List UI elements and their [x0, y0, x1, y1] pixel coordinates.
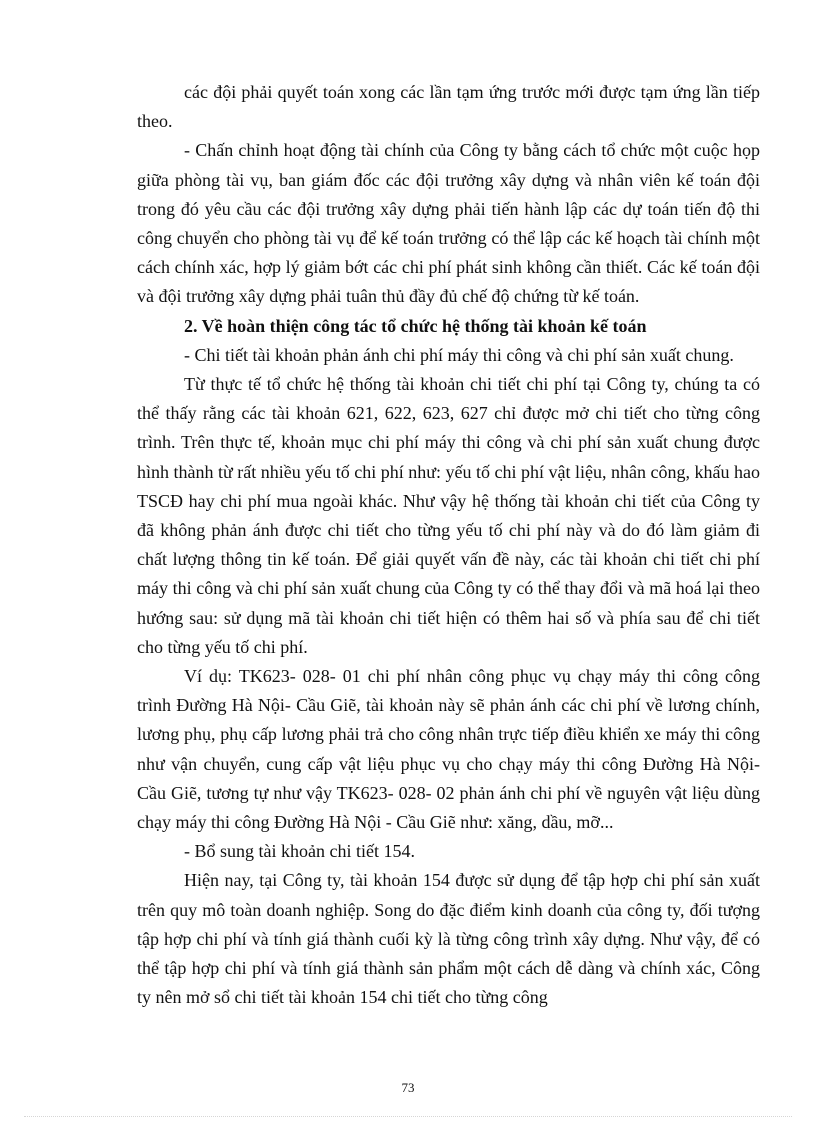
page-bottom-divider — [24, 1116, 792, 1117]
paragraph-detail-accounts: - Chi tiết tài khoản phản ánh chi phí máy thi công và chi phí sản xuất chung. — [184, 344, 734, 365]
paragraph-supplement-154: - Bổ sung tài khoản chi tiết 154. — [184, 841, 415, 862]
paragraph-financial-adjustment: - Chấn chỉnh hoạt động tài chính của Công ty bằng cách tổ chức một cuộc họp giữa phòng tài vụ, ban giám đốc các đội trưởng xây dựng và nhân viên kế toán đội trong đó yêu cầu các đội trưởng xây dựng phải tiến hành lập các dự toán tiến độ thi công chuyển cho phòng tài vụ để kế toán trưởng có thể lập các kế hoạch tài chính một cách chính xác, hợp lý giảm bớt các chi phí phát sinh không cần thiết. Các kế toán đội và đội trưởng xây dựng phải tuân thủ đầy đủ chế độ chứng từ kế toán. — [137, 140, 760, 307]
paragraph-account-system: Từ thực tế tổ chức hệ thống tài khoản chi tiết chi phí tại Công ty, chúng ta có thể thấy rằng các tài khoản 621, 622, 623, 627 chỉ được mở chi tiết cho từng công trình. Trên thực tế, khoản mục chi phí máy thi công và chi phí sản xuất chung được hình thành từ rất nhiều yếu tố chi phí như: yếu tố chi phí vật liệu, nhân công, khấu hao TSCĐ hay chi phí mua ngoài khác. Như vậy hệ thống tài khoản chi tiết của Công ty đã không phản ánh được chi tiết cho từng yếu tố chi phí này và do đó làm giảm đi chất lượng thông tin kế toán. Để giải quyết vấn đề này, các tài khoản chi tiết chi phí máy thi công và chi phí sản xuất chung của Công ty có thể thay đổi và mã hoá lại theo hướng sau: sử dụng mã tài khoản chi tiết hiện có thêm hai số và phía sau để chi tiết cho từng yếu tố chi phí. — [137, 374, 760, 657]
section-heading-accounts: 2. Về hoàn thiện công tác tổ chức hệ thống tài khoản kế toán — [184, 315, 647, 336]
paragraph-account-154: Hiện nay, tại Công ty, tài khoản 154 được sử dụng để tập hợp chi phí sản xuất trên quy mô toàn doanh nghiệp. Song do đặc điểm kinh doanh của công ty, đối tượng tập hợp chi phí và tính giá thành cuối kỳ là từng công trình xây dựng. Như vậy, để có thể tập hợp chi phí và tính giá thành sản phẩm một cách dễ dàng và chính xác, Công ty nên mở sổ chi tiết tài khoản 154 chi tiết cho từng công — [137, 870, 760, 1008]
paragraph-example: Ví dụ: TK623- 028- 01 chi phí nhân công phục vụ chạy máy thi công công trình Đường Hà Nội- Cầu Giẽ, tài khoản này sẽ phản ánh các chi phí về lương chính, lương phụ, phụ cấp lương phải trả cho công nhân trực tiếp điều khiển xe máy thi công như vận chuyển, cung cấp vật liệu phục vụ cho chạy máy thi công Đường Hà Nội- Cầu Giẽ, tương tự như vậy TK623- 028- 02 phản ánh chi phí về nguyên vật liệu dùng chạy máy thi công Đường Hà Nội - Cầu Giẽ như: xăng, dầu, mỡ... — [137, 666, 760, 833]
page-number: 73 — [401, 1080, 415, 1095]
paragraph-continuation: các đội phải quyết toán xong các lần tạm ứng trước mới được tạm ứng lần tiếp theo. — [137, 82, 760, 132]
body-text — [137, 78, 760, 1013]
